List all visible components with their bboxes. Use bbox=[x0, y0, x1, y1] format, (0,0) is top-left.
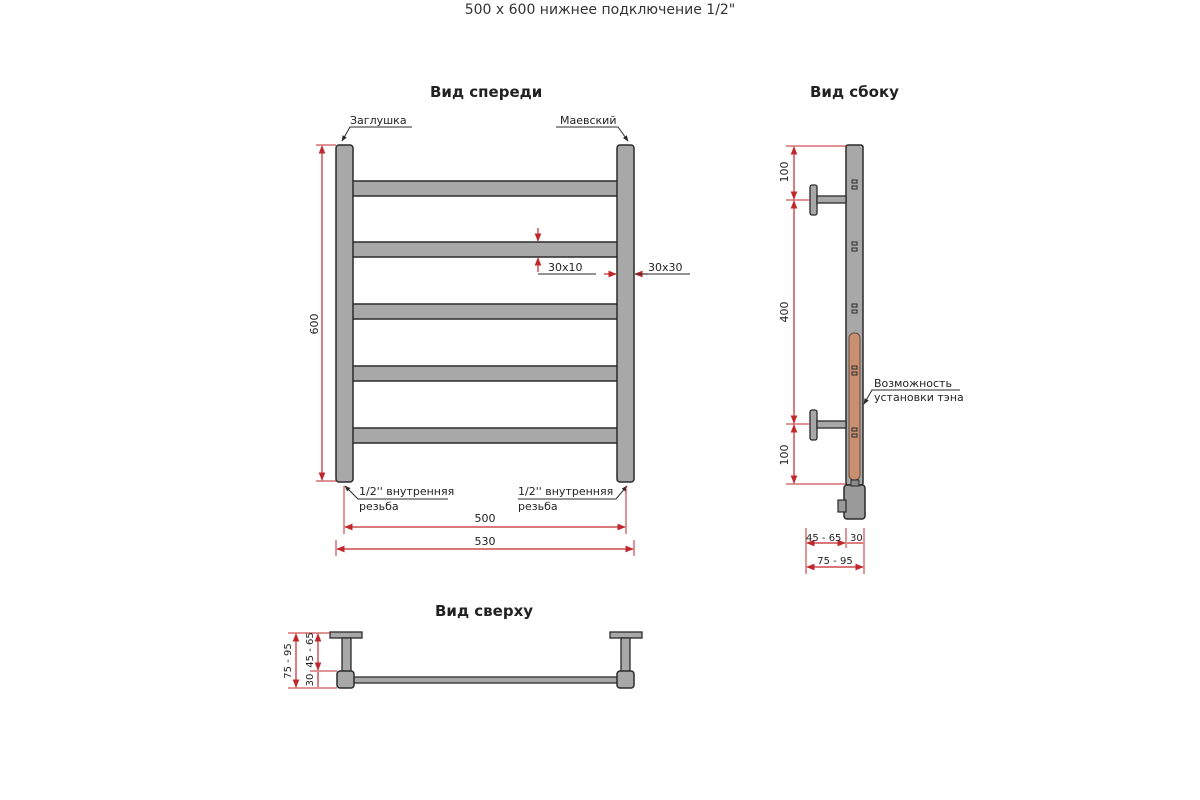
rail-bar bbox=[350, 366, 620, 381]
total-width-label: 530 bbox=[474, 535, 496, 548]
air-vent-leader bbox=[556, 127, 628, 141]
bar-profile-label: 30x10 bbox=[548, 261, 583, 274]
side-view-title: Вид сбоку bbox=[810, 83, 899, 101]
top-bar bbox=[350, 677, 622, 683]
height-label: 600 bbox=[308, 313, 321, 335]
rail-bar bbox=[350, 428, 620, 443]
front-view-title: Вид спереди bbox=[430, 83, 543, 101]
front-view bbox=[308, 114, 690, 556]
top-b-label: 30 bbox=[305, 673, 316, 687]
side-bottom-label: 100 bbox=[778, 444, 791, 466]
top-total-label: 75 - 95 bbox=[283, 643, 294, 679]
depth-b-label: 30 bbox=[850, 533, 863, 544]
top-a-label: 45 - 65 bbox=[305, 632, 316, 668]
left-thread-label-2: резьба bbox=[359, 500, 399, 513]
post-profile-label: 30x30 bbox=[648, 261, 683, 274]
axis-width-label: 500 bbox=[474, 512, 496, 525]
heater-element bbox=[849, 333, 860, 480]
rail-bar bbox=[350, 304, 620, 319]
cap-leader bbox=[342, 127, 412, 141]
left-thread-label-1: 1/2'' внутренняя bbox=[359, 485, 455, 498]
rail-bar bbox=[350, 242, 620, 257]
bottom-connector bbox=[838, 480, 865, 519]
cap-label: Заглушка bbox=[350, 114, 407, 127]
right-post bbox=[617, 145, 634, 482]
side-view bbox=[778, 145, 964, 574]
depth-total-label: 75 - 95 bbox=[817, 556, 853, 567]
top-view-title: Вид сверху bbox=[435, 602, 534, 620]
side-mid-label: 400 bbox=[778, 301, 791, 323]
right-thread-label-2: резьба bbox=[518, 500, 558, 513]
right-thread-label-1: 1/2'' внутренняя bbox=[518, 485, 614, 498]
left-post bbox=[336, 145, 353, 482]
side-top-label: 100 bbox=[778, 161, 791, 183]
heater-label-2: установки тэна bbox=[874, 391, 964, 404]
air-vent-label: Маевский bbox=[560, 114, 617, 127]
rail-bar bbox=[350, 181, 620, 196]
depth-a-label: 45 - 65 bbox=[806, 533, 842, 544]
page-title: 500 x 600 нижнее подключение 1/2" bbox=[464, 2, 736, 18]
lower-bracket bbox=[810, 410, 846, 440]
heater-label-1: Возможность bbox=[874, 377, 952, 390]
upper-bracket bbox=[810, 185, 846, 215]
top-view bbox=[283, 632, 642, 688]
